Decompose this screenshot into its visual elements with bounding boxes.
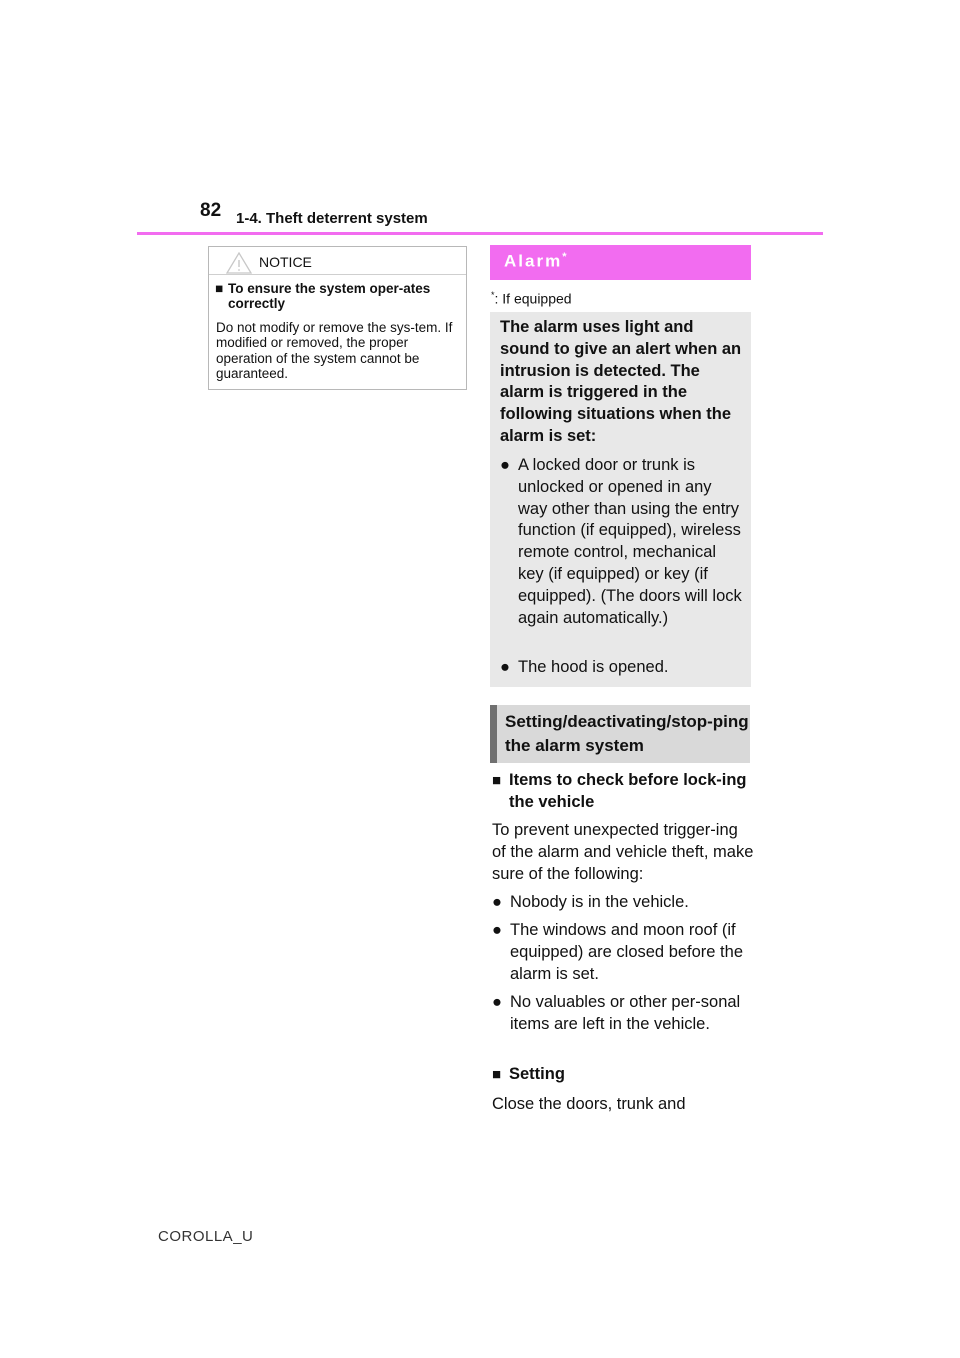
alarm-title: Alarm*	[504, 251, 567, 271]
subsection-title: Setting/deactivating/stop-ping the alarm system	[505, 712, 749, 755]
bullet-dot-icon: ●	[500, 658, 510, 676]
bullet-dot-icon: ●	[492, 921, 502, 939]
list-item: ● A locked door or trunk is unlocked or opened in any way other than using the entry function (if equipped), wireless remote control, mechanical key (if equipped) or key (if equipped). (The doors will lock again automatically.)	[500, 456, 742, 627]
items-intro: To prevent unexpected trigger-ing of the alarm and vehicle theft, make sure of the following:	[492, 821, 754, 883]
list-item: ● The windows and moon roof (if equipped) are closed before the alarm is set.	[492, 921, 743, 983]
square-bullet-icon: ■	[492, 772, 502, 789]
page-number: 82	[200, 200, 222, 221]
bullet-dot-icon: ●	[492, 893, 502, 911]
alarm-intro: The alarm uses light and sound to give an alert when an intrusion is detected. The alarm is triggered in the following situations when the alarm is set:	[500, 318, 742, 445]
warning-triangle-icon	[226, 252, 252, 274]
list-item: ● No valuables or other per-sonal items are left in the vehicle.	[492, 993, 741, 1033]
alarm-banner	[490, 245, 751, 280]
list-item: ● The hood is opened.	[500, 657, 745, 679]
section-title: 1-4. Theft deterrent system	[236, 210, 428, 227]
notice-subheading	[215, 281, 460, 311]
list-item: ● Nobody is in the vehicle.	[492, 892, 750, 914]
footnote: *: If equipped	[491, 290, 572, 307]
notice-header	[209, 247, 466, 275]
alarm-info-box	[490, 312, 751, 687]
subsection-heading	[490, 705, 750, 763]
header-rule	[137, 232, 823, 235]
notice-label: NOTICE	[259, 254, 312, 270]
setting-text: Close the doors, trunk and	[492, 1095, 686, 1113]
bullet-dot-icon: ●	[492, 993, 502, 1011]
notice-body: Do not modify or remove the sys-tem. If modified or removed, the proper operation of the system cannot be guaranteed.	[216, 320, 453, 381]
square-bullet-icon: ■	[215, 281, 224, 296]
asterisk-marker: *	[562, 251, 567, 263]
setting-heading: ■ Setting	[492, 1064, 750, 1086]
bullet-dot-icon: ●	[500, 456, 510, 474]
notice-subheading-text: To ensure the system oper-ates correctly	[228, 281, 431, 311]
items-heading: ■ Items to check before lock-ing the vehicle	[492, 771, 747, 811]
notice-box	[208, 246, 467, 390]
square-bullet-icon: ■	[492, 1066, 502, 1083]
footer-code: COROLLA_U	[158, 1228, 254, 1245]
